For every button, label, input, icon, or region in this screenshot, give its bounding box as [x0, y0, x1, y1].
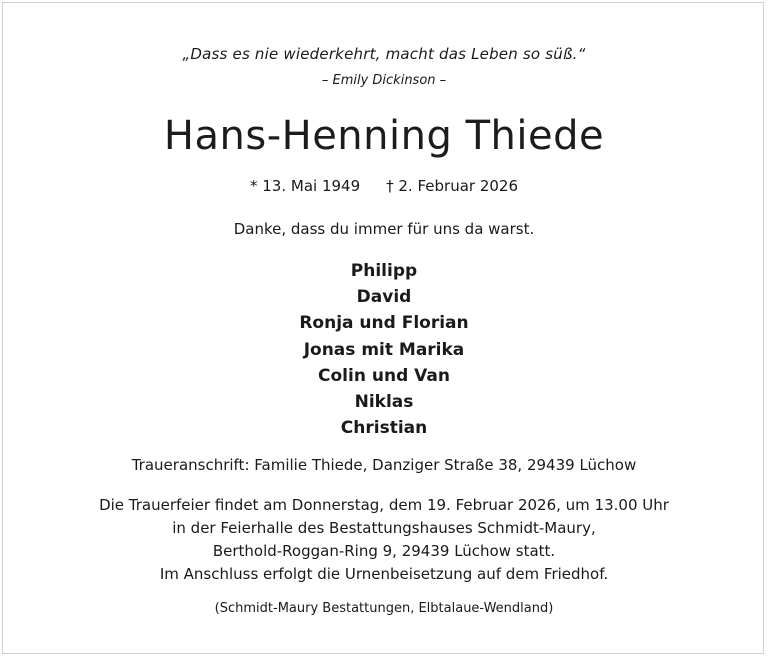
life-dates — [0, 177, 768, 195]
survivor-name: Jonas mit Marika — [303, 339, 465, 360]
survivor-name: Colin und Van — [318, 365, 450, 386]
survivors-list — [0, 258, 768, 441]
survivor-name: Philipp — [350, 261, 418, 281]
funeral-service-info — [0, 494, 768, 586]
survivor-name: David — [356, 287, 412, 308]
mourning-address: Traueranschrift: Familie Thiede, Danziger Straße 38, 29439 Lüchow — [131, 456, 637, 474]
thanks-line: Danke, dass du immer für uns da warst. — [233, 220, 535, 238]
service-line: Im Anschluss erfolgt die Urnenbeisetzung auf dem Friedhof. — [159, 565, 609, 583]
survivor-name: Christian — [340, 418, 428, 439]
deceased-name: Hans-Henning Thiede — [163, 113, 605, 159]
quote: „Dass es nie wiederkehrt, macht das Leben so süß.“ — [182, 45, 586, 63]
service-line: in der Feierhalle des Bestattungshauses Schmidt-Maury, — [172, 519, 596, 537]
service-line: Berthold-Roggan-Ring 9, 29439 Lüchow statt. — [212, 542, 556, 560]
death-date: † 2. Februar 2026 — [386, 177, 519, 195]
quote-author: – Emily Dickinson – — [321, 73, 447, 88]
service-line: Die Trauerfeier findet am Donnerstag, dem 19. Februar 2026, um 13.00 Uhr — [99, 496, 669, 514]
birth-date: * 13. Mai 1949 — [249, 177, 361, 195]
survivor-name: Ronja und Florian — [299, 313, 469, 334]
funeral-home-footer: (Schmidt-Maury Bestattungen, Elbtalaue-Wendland) — [214, 601, 554, 616]
survivor-name: Niklas — [354, 391, 414, 412]
